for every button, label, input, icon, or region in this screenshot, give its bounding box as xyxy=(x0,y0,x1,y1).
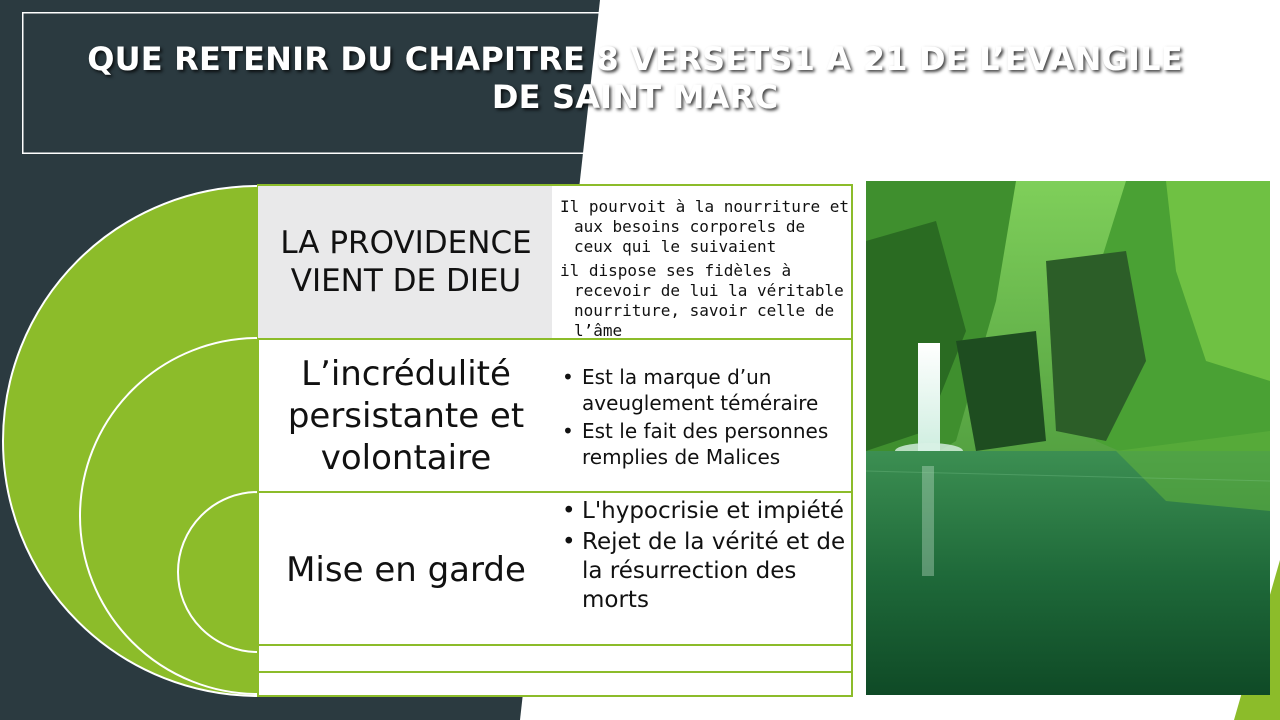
row-1-heading: LA PROVIDENCE VIENT DE DIEU xyxy=(260,187,552,337)
row-1-point-2: il dispose ses fidèles à recevoir de lui la véritable nourriture, savoir celle de l’âme xyxy=(560,261,844,340)
waterfall-photo xyxy=(866,181,1270,695)
row-3-heading: Mise en garde xyxy=(286,549,526,590)
row-2-heading: L’incrédulité persistante et volontaire xyxy=(287,353,525,478)
row-3-point-2: • Rejet de la vérité et de la résurrection des morts xyxy=(560,528,852,615)
row-1-point-1: Il pourvoit à la nourriture et aux besoins corporels de ceux qui le suivaient xyxy=(560,197,849,256)
row-3-points xyxy=(560,497,852,617)
slide-title: QUE RETENIR DU CHAPITRE 8 VERSETS1 A 21 DE L’EVANGILE DE SAINT MARC xyxy=(87,40,1183,116)
row-2-points xyxy=(560,364,852,472)
row-2-point-1: • Est la marque d’un aveuglement téméraire xyxy=(560,364,852,416)
row-2-point-2: • Est le fait des personnes remplies de Malices xyxy=(560,418,852,470)
row-3-point-1: • L'hypocrisie et impiété xyxy=(560,497,852,526)
row-1-points xyxy=(560,197,850,345)
